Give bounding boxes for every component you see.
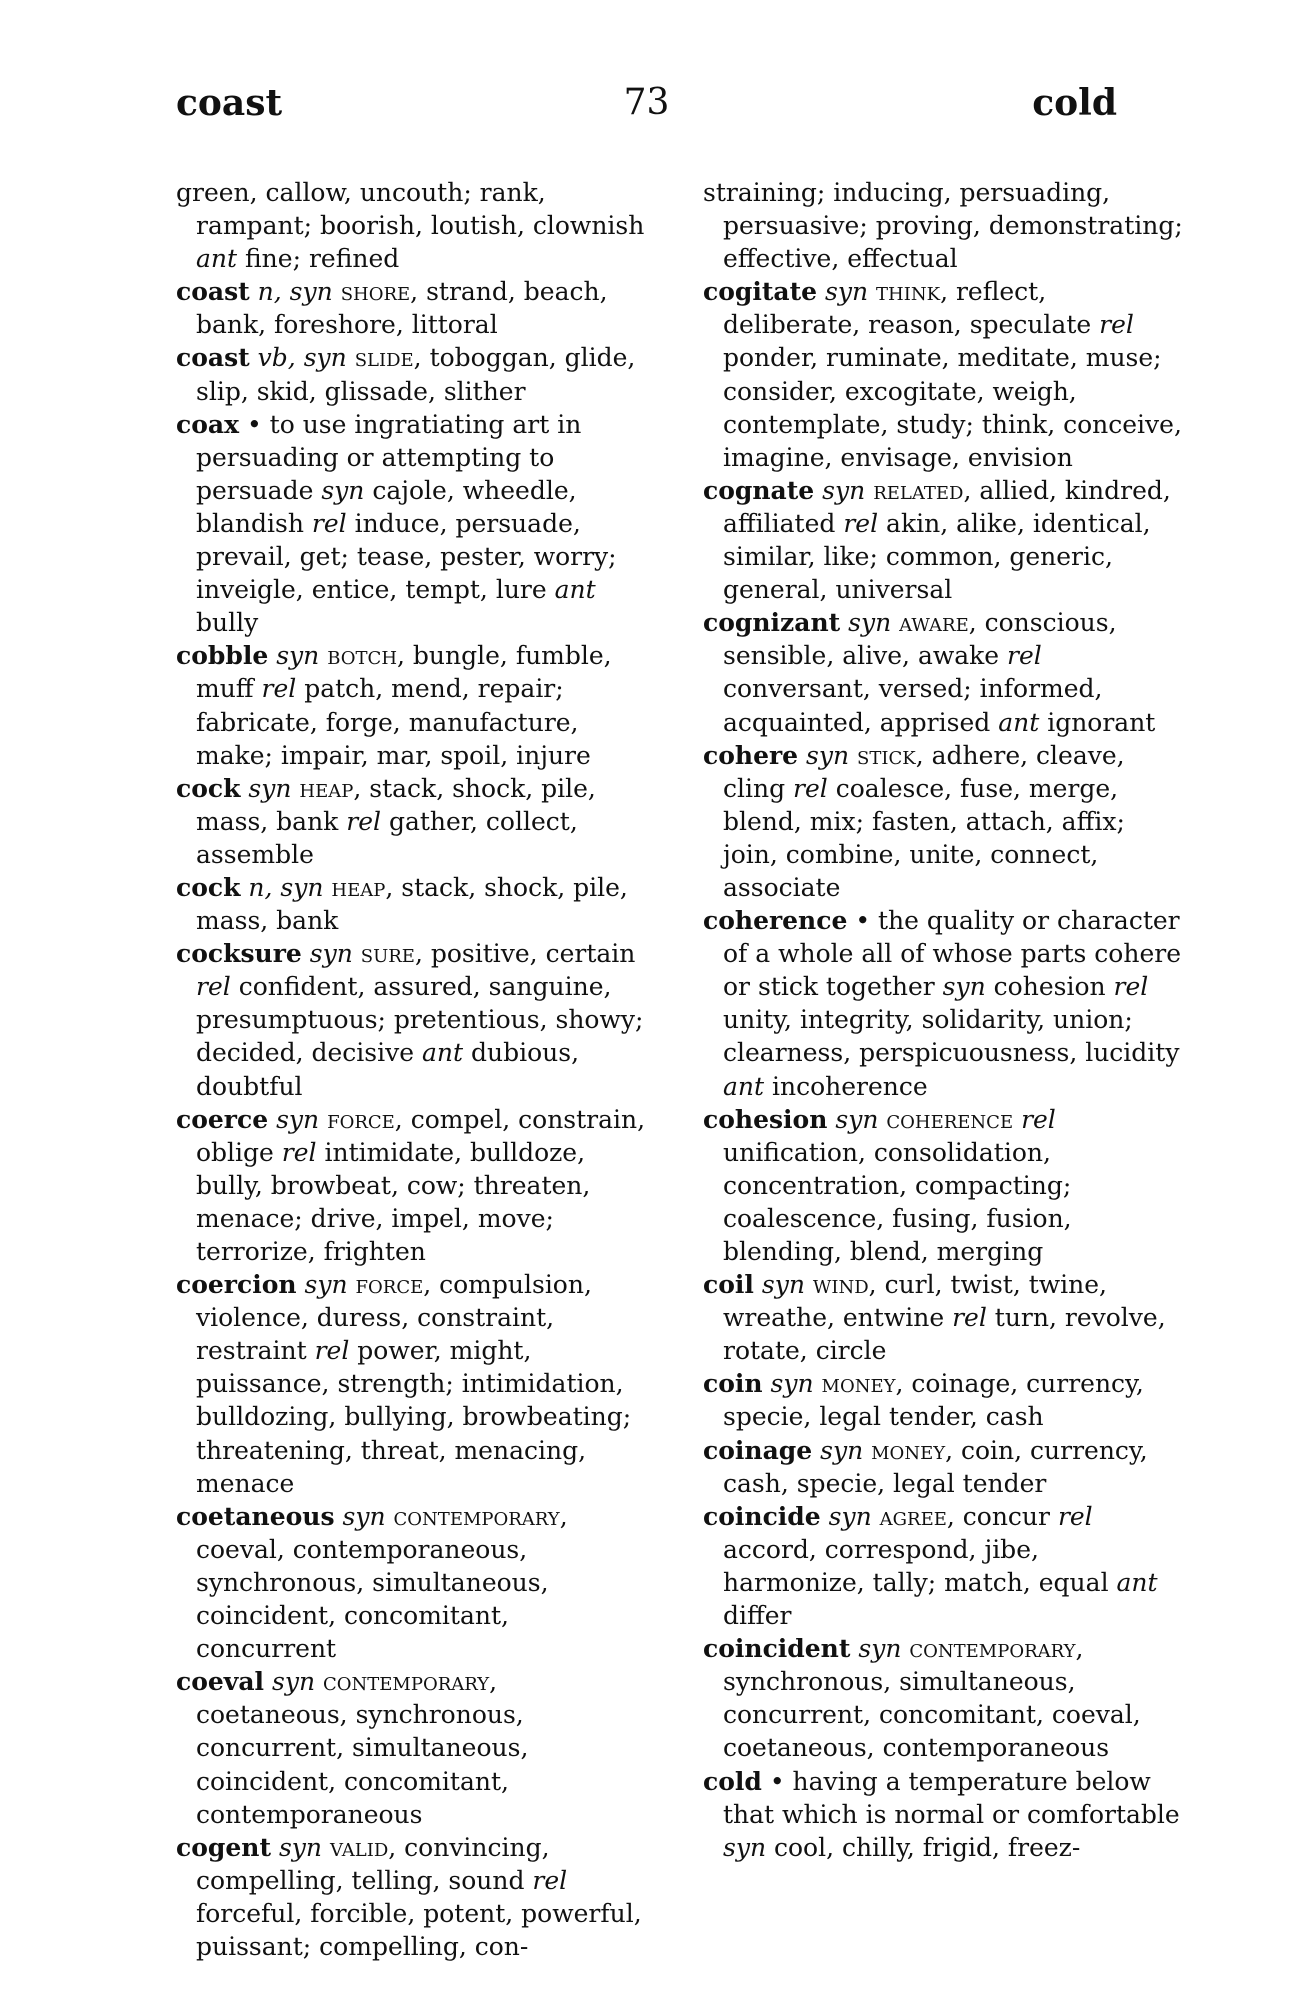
entry-text (763, 1369, 771, 1398)
cross-reference: heap (299, 773, 354, 803)
dictionary-entry (176, 176, 656, 275)
entry-text: cajole, wheedle, blandish (196, 475, 577, 538)
headword: cognate (703, 475, 815, 505)
entry-text: , stack, shock, pile, mass, bank (196, 872, 628, 936)
italic-label: syn (761, 1270, 805, 1300)
headword: coeval (176, 1667, 265, 1697)
entry-text: patch, mend, repair; fabricate, forge, manufacture, make; impair, mar, spoil, injure (196, 674, 591, 770)
entry-text: cohesion (985, 972, 1114, 1002)
headword: cogitate (703, 277, 818, 307)
headword: cock (176, 872, 241, 902)
cross-reference: force (355, 1270, 424, 1300)
entry-text: turn, revolve, rotate, circle (723, 1303, 1166, 1366)
italic-label: rel (532, 1865, 568, 1895)
italic-label: rel (314, 1336, 350, 1366)
italic-label: rel (346, 806, 382, 836)
entry-text: , adhere, cleave, cling (723, 740, 1125, 803)
guide-word-right: cold (1032, 82, 1117, 124)
italic-label: rel (261, 674, 297, 704)
headword: cohesion (703, 1104, 828, 1134)
italic-label: syn (276, 1104, 320, 1134)
guide-word-left: coast (176, 82, 283, 124)
entry-text: incoherence (764, 1071, 928, 1101)
italic-label: rel (311, 508, 347, 538)
headword: coincident (703, 1634, 851, 1664)
dictionary-entry (703, 1103, 1183, 1268)
cross-reference: contemporary (393, 1501, 560, 1531)
cross-reference: wind (812, 1270, 869, 1300)
entry-text: , coeval, contemporaneous, synchronous, simultaneous, coincident, concomitant, concurrent (196, 1501, 568, 1664)
entry-text: • to use ingratiating art in persuading or attempting to persuade (196, 409, 582, 505)
entry-text: , synchronous, simultaneous, concurrent, concomitant, coeval, coetaneous, contemporaneous (723, 1634, 1141, 1763)
entry-text (353, 939, 361, 968)
entry-text: , positive, certain (414, 939, 636, 969)
headword: cocksure (176, 939, 302, 969)
entry-text: differ (723, 1601, 792, 1631)
headword: cock (176, 773, 241, 803)
dictionary-entry (176, 937, 656, 1102)
entry-text (315, 1667, 323, 1696)
entry-text (754, 1270, 762, 1299)
headword: cold (703, 1766, 762, 1796)
italic-label: syn (271, 1667, 316, 1697)
entry-text (348, 1270, 356, 1299)
entry-text: , compel, constrain, oblige (196, 1104, 646, 1167)
italic-label: ant (723, 1071, 765, 1101)
cross-reference: money (871, 1435, 946, 1465)
headword: cohere (703, 740, 799, 770)
dictionary-entry (176, 1103, 656, 1268)
entry-text (333, 277, 341, 306)
entry-text: • the quality or character of a whole all of whose parts cohere or stick together (723, 906, 1181, 1002)
entry-text (817, 277, 825, 306)
entry-text: , coin, currency, cash, specie, legal tender (723, 1435, 1148, 1498)
dictionary-entry (176, 1665, 656, 1830)
italic-label: ant (421, 1038, 464, 1068)
dictionary-entry (703, 904, 1183, 1103)
entry-text (798, 741, 806, 770)
entry-text (297, 1270, 305, 1299)
dictionary-entry (703, 1367, 1183, 1433)
italic-label: syn (828, 1501, 872, 1531)
cross-reference: coherence (886, 1104, 1014, 1134)
italic-label: syn (822, 475, 866, 505)
entry-text: • having a temperature below that which is normal or comfortable (723, 1766, 1180, 1829)
column-right (703, 176, 1183, 1864)
italic-label: rel (281, 1137, 317, 1167)
italic-label: rel (793, 773, 828, 803)
entry-text: intimidate, bulldoze, bully, browbeat, cow; threaten, menace; drive, impel, move; terrorize, frighten (196, 1137, 591, 1266)
entry-text: ponder, ruminate, meditate, muse; consider, excogitate, weigh, contemplate, study; think, conceive, imagine, envisage, envision (723, 343, 1182, 472)
entry-text: bully (196, 608, 259, 638)
entry-text: fine; refined (237, 244, 400, 274)
italic-label: rel (1099, 310, 1134, 340)
entry-text (271, 1833, 279, 1862)
italic-label: ant (196, 244, 238, 274)
dictionary-entry (703, 1765, 1183, 1864)
italic-label: syn (276, 641, 320, 671)
entry-text: , toboggan, glide, slip, skid, glissade, slither (196, 343, 636, 406)
dictionary-entry (703, 275, 1183, 474)
entry-text: , strand, beach, bank, foreshore, littoral (196, 277, 608, 340)
italic-label: ant (1116, 1567, 1158, 1597)
headword: coax (176, 409, 240, 439)
dictionary-entry (176, 639, 656, 771)
headword: coinage (703, 1435, 813, 1465)
dictionary-entry (703, 1268, 1183, 1367)
entry-text (814, 476, 822, 505)
dictionary-entry (703, 1434, 1183, 1500)
italic-label: syn (825, 277, 869, 307)
headword: cognizant (703, 608, 841, 638)
entry-text: , convincing, compelling, telling, sound (196, 1832, 550, 1895)
dictionary-entry (176, 1268, 656, 1500)
italic-label: syn (248, 773, 292, 803)
entry-text (250, 343, 258, 372)
dictionary-entry (703, 606, 1183, 738)
entry-text: straining; inducing, persuading, persuasive; proving, demonstrating; effective, effectual (703, 178, 1183, 274)
entry-text: , coinage, currency, specie, legal tender, cash (723, 1369, 1144, 1432)
dictionary-entry (176, 1500, 656, 1665)
italic-label: rel (1007, 641, 1042, 671)
headword: cogent (176, 1832, 272, 1862)
cross-reference: money (821, 1369, 896, 1399)
entry-text: forceful, forcible, potent, powerful, puissant; compelling, con- (196, 1898, 642, 1961)
entry-text (872, 1502, 880, 1531)
headword: coercion (176, 1270, 297, 1300)
dictionary-entry (176, 275, 656, 341)
headword: coast (176, 343, 250, 373)
entry-text: , curl, twist, twine, wreathe, entwine (723, 1270, 1108, 1333)
italic-label: rel (1021, 1104, 1056, 1134)
entry-text: ignorant (1039, 707, 1156, 737)
page-number: 73 (623, 82, 670, 123)
entry-text: akin, alike, identical, similar, like; common, generic, general, universal (723, 508, 1151, 605)
entry-text (347, 343, 355, 372)
italic-label: n, syn (248, 872, 324, 902)
italic-label: syn (309, 939, 353, 969)
italic-label: syn (835, 1104, 879, 1134)
italic-label: syn (820, 1435, 864, 1465)
dictionary-entry (703, 1500, 1183, 1632)
entry-text: induce, persuade, prevail, get; tease, pester, worry; inveigle, entice, tempt, lure (196, 508, 617, 605)
dictionary-entry (176, 772, 656, 871)
running-header (176, 82, 1117, 132)
cross-reference: aware (899, 608, 969, 638)
italic-label: syn (848, 608, 892, 638)
italic-label: syn (806, 740, 850, 770)
italic-label: syn (942, 972, 986, 1002)
italic-label: syn (304, 1270, 348, 1300)
dictionary-entry (176, 408, 656, 640)
headword: coil (703, 1270, 754, 1300)
italic-label: ant (998, 707, 1040, 737)
italic-label: syn (858, 1634, 902, 1664)
cross-reference: related (873, 475, 964, 505)
cross-reference: shore (340, 277, 411, 307)
entry-text: coalesce, fuse, merge, blend, mix; fasten, attach, affix; join, combine, unite, connect, associate (723, 773, 1125, 902)
entry-text: , allied, kindred, affiliated (723, 475, 1171, 538)
entry-text (812, 1436, 820, 1465)
headword: coherence (703, 906, 848, 936)
entry-text (322, 1833, 330, 1862)
entry-text: accord, correspond, jibe, harmonize, tally; match, equal (723, 1534, 1117, 1597)
dictionary-entry (176, 871, 656, 937)
dictionary-entry (703, 176, 1183, 275)
italic-label: ant (554, 575, 596, 605)
cross-reference: slide (354, 343, 414, 373)
cross-reference: stick (857, 740, 916, 770)
entry-text (264, 1667, 272, 1696)
italic-label: rel (1113, 972, 1149, 1002)
entry-text: , stack, shock, pile, mass, bank (196, 773, 596, 836)
italic-label: syn (770, 1369, 814, 1399)
italic-label: rel (1057, 1501, 1093, 1531)
dictionary-entry (176, 341, 656, 407)
entry-text: conversant, versed; informed, acquainted, apprised (723, 674, 1103, 737)
entry-text (840, 608, 848, 637)
italic-label: rel (196, 972, 231, 1002)
entry-text (868, 277, 876, 306)
italic-label: rel (952, 1303, 987, 1333)
headword: coincide (703, 1501, 821, 1531)
entry-text: , compulsion, violence, duress, constraint, restraint (196, 1270, 592, 1366)
entry-text: unification, consolidation, concentration, compacting; coalescence, fusing, fusion, blending, blend, merging (723, 1137, 1072, 1266)
entry-text (865, 476, 873, 505)
headword: cobble (176, 641, 269, 671)
entry-text (849, 741, 857, 770)
entry-text: , concur (946, 1501, 1058, 1531)
cross-reference: contemporary (323, 1667, 490, 1697)
entry-text (891, 608, 899, 637)
cross-reference: valid (329, 1832, 389, 1862)
italic-label: vb, syn (257, 343, 347, 373)
entry-text: green, callow, uncouth; rank, rampant; boorish, loutish, clownish (176, 178, 645, 241)
entry-text: unity, integrity, solidarity, union; clearness, perspicuousness, lucidity (723, 1005, 1180, 1068)
cross-reference: contemporary (909, 1634, 1076, 1664)
cross-reference: think (876, 277, 941, 307)
entry-text (821, 1502, 829, 1531)
italic-label: n, syn (257, 277, 333, 307)
entry-text (335, 1502, 343, 1531)
headword: coin (703, 1369, 763, 1399)
entry-text: power, might, puissance, strength; intimidation, bulldozing, bullying, browbeating; threatening, threat, menacing, menace (196, 1336, 632, 1498)
column-left (176, 176, 656, 1963)
entry-text (250, 277, 258, 306)
entry-text: , reflect, deliberate, reason, speculate (723, 277, 1100, 340)
dictionary-entry (703, 739, 1183, 904)
headword: coast (176, 277, 250, 307)
entry-text: cool, chilly, frigid, freez- (766, 1832, 1081, 1862)
cross-reference: sure (360, 939, 415, 969)
italic-label: syn (723, 1832, 767, 1862)
entry-text: , bungle, fumble, muff (196, 641, 612, 704)
entry-text: gather, collect, assemble (196, 806, 578, 869)
dictionary-entry (703, 474, 1183, 606)
entry-text (386, 1502, 394, 1531)
entry-text: , conscious, sensible, alive, awake (723, 608, 1117, 671)
italic-label: syn (278, 1832, 323, 1862)
headword: coerce (176, 1104, 269, 1134)
headword: coetaneous (176, 1501, 335, 1531)
entry-text (863, 1436, 871, 1465)
entry-text: dubious, doubtful (196, 1038, 580, 1101)
cross-reference: heap (331, 872, 386, 902)
cross-reference: agree (879, 1501, 947, 1531)
cross-reference: force (327, 1104, 395, 1134)
entry-text: , coetaneous, synchronous, concurrent, simultaneous, coincident, concomitant, contemporaneous (196, 1667, 529, 1829)
entry-text (302, 939, 310, 968)
entry-text (319, 1105, 327, 1134)
dictionary-entry (176, 1831, 656, 1963)
entry-text: confident, assured, sanguine, presumptuous; pretentious, showy; decided, decisive (196, 972, 644, 1068)
entry-text (805, 1270, 813, 1299)
entry-text (1013, 1105, 1021, 1134)
cross-reference: botch (327, 641, 398, 671)
entry-text (814, 1369, 822, 1398)
italic-label: rel (843, 508, 879, 538)
entry-text (268, 1105, 276, 1134)
dictionary-entry (703, 1632, 1183, 1764)
italic-label: syn (342, 1501, 386, 1531)
italic-label: syn (321, 475, 365, 505)
